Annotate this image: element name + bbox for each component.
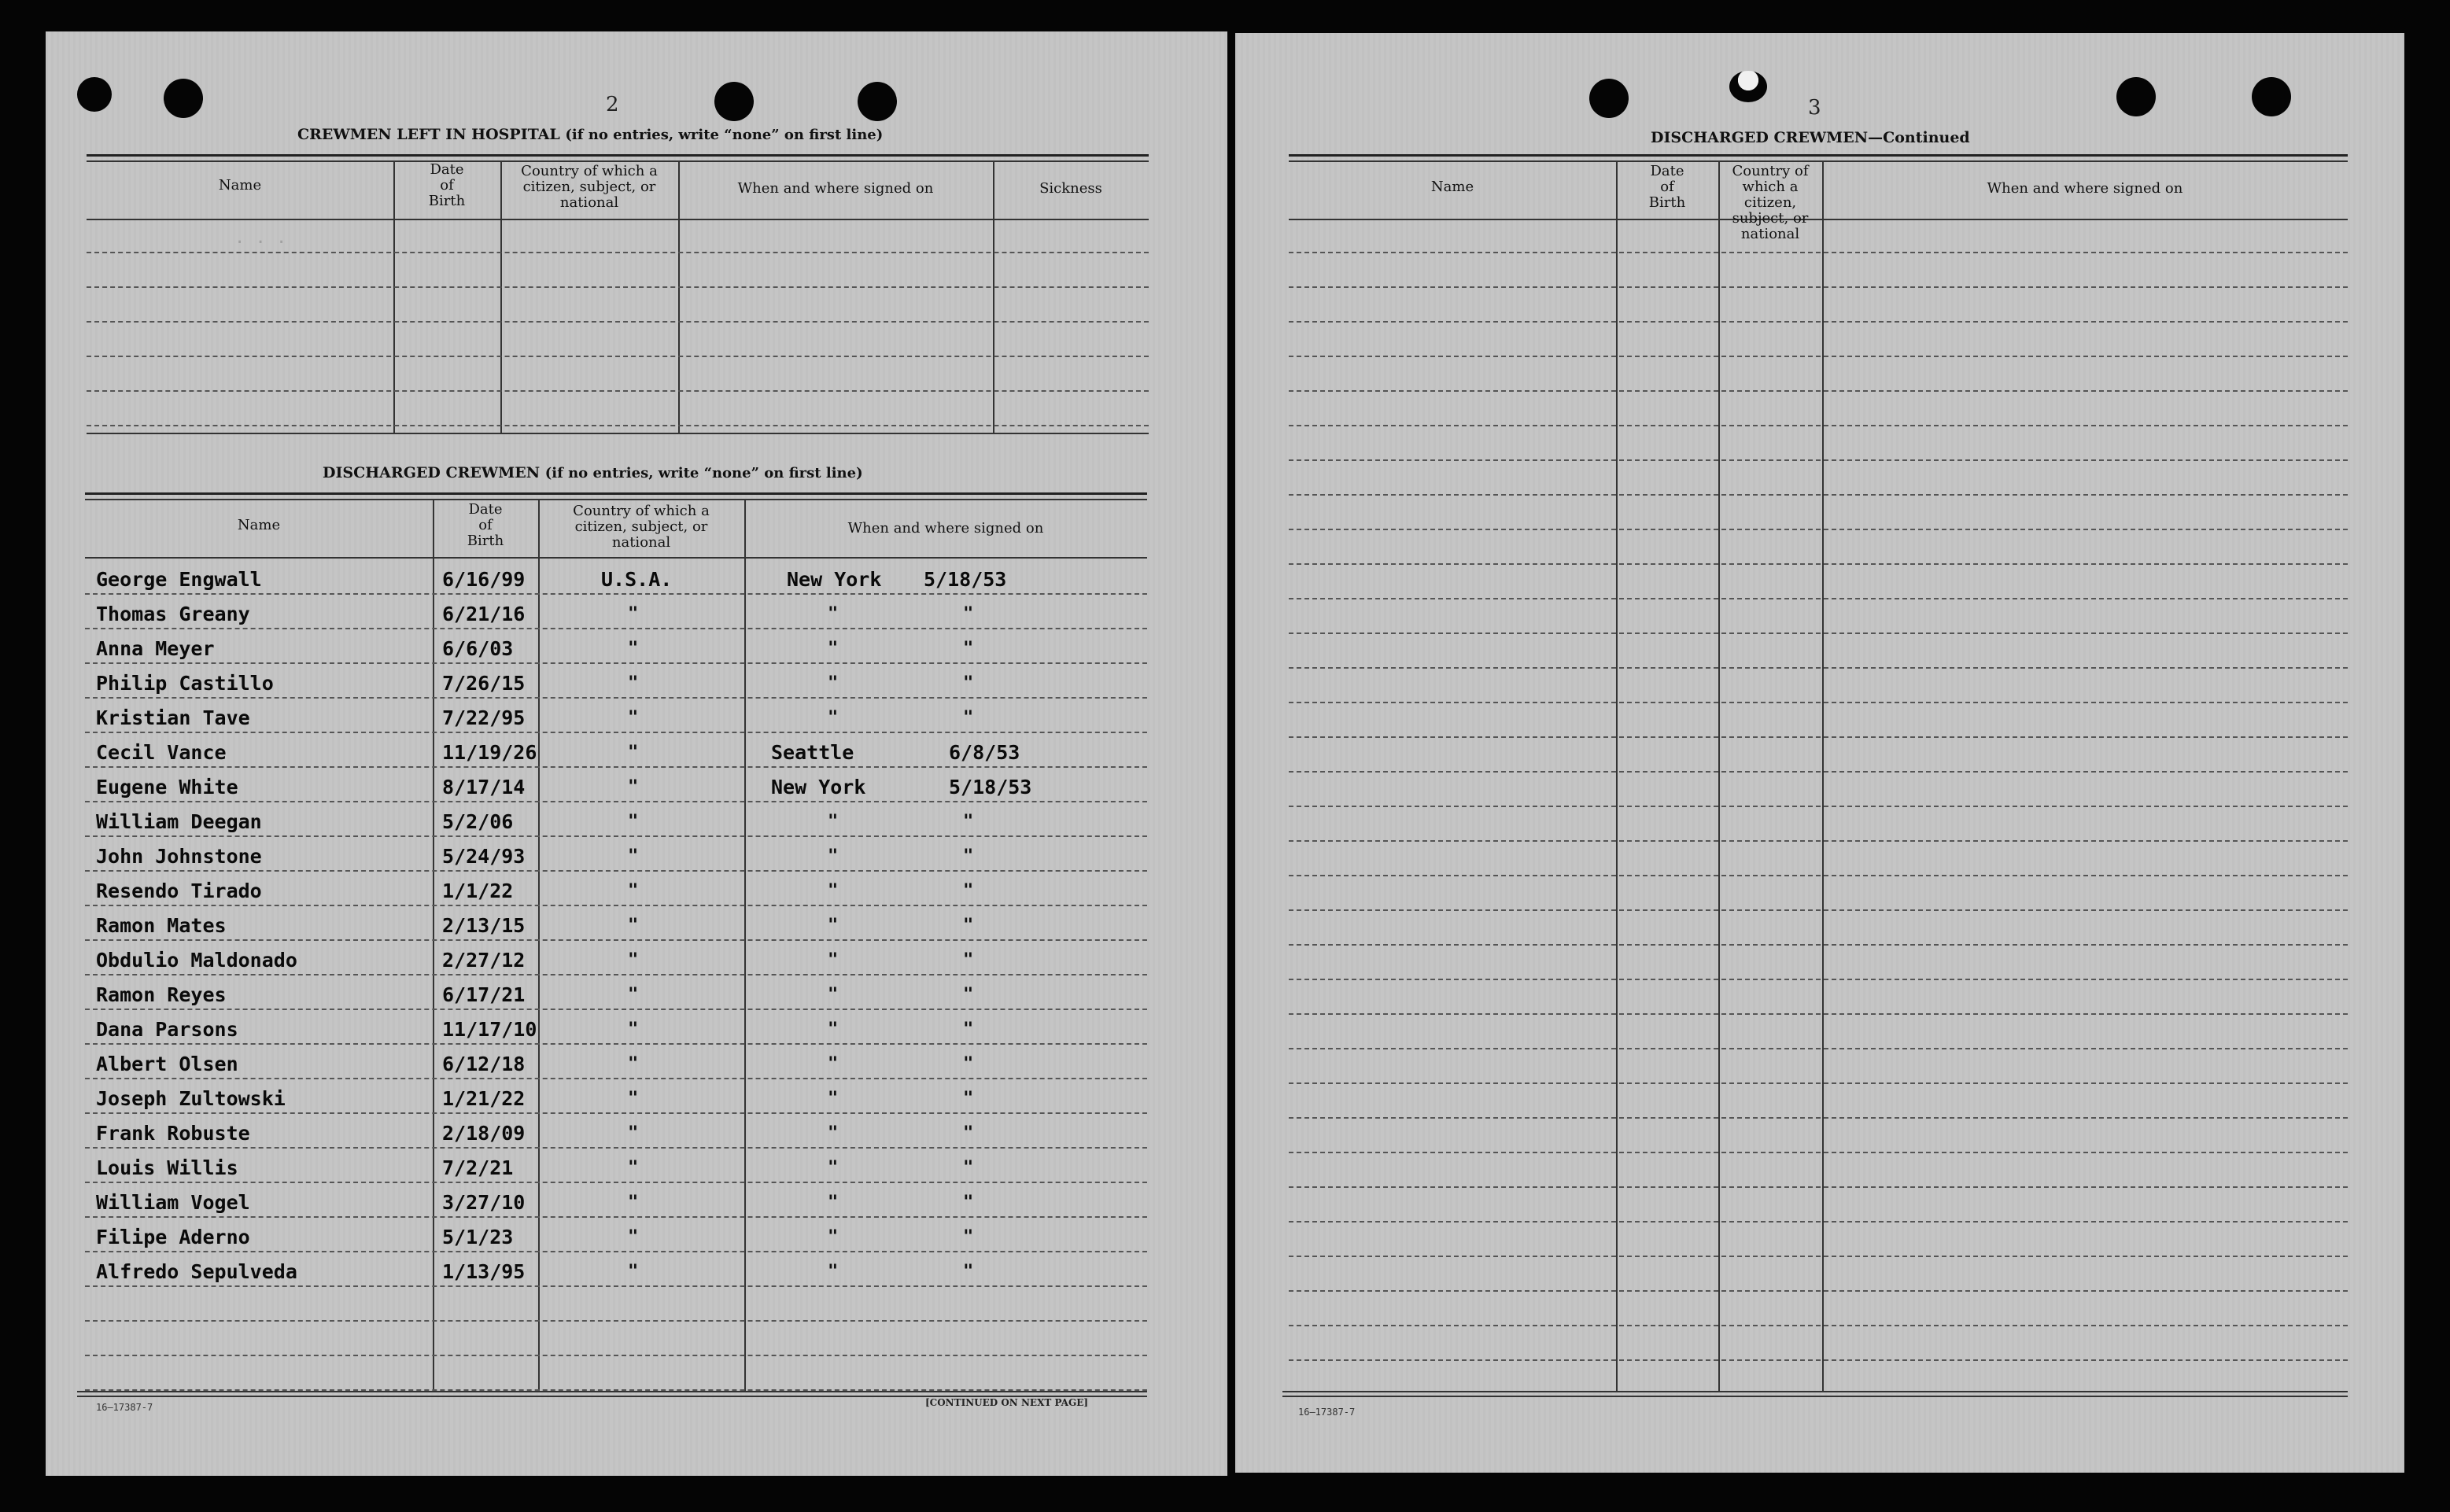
crew-dob: 7/2/21 (442, 1156, 514, 1179)
ditto-mark: " (963, 1158, 974, 1178)
ruled-line (1289, 356, 2348, 357)
column-divider (1822, 160, 1824, 1391)
ditto-mark: " (963, 916, 974, 935)
ruled-line (85, 1182, 1147, 1183)
ruled-line (1289, 1048, 2348, 1049)
ruled-line (85, 593, 1147, 595)
punch-hole (1729, 71, 1767, 102)
column-divider (678, 160, 680, 433)
punch-hole (714, 82, 754, 121)
ditto-mark: " (628, 1054, 639, 1074)
ruled-line (85, 905, 1147, 906)
crew-country: U.S.A. (601, 568, 673, 591)
ruled-line (1289, 1359, 2348, 1361)
crew-dob: 11/19/26 (442, 741, 537, 764)
column-header: Date of Birth (428, 161, 466, 209)
punch-hole (1589, 79, 1629, 118)
ditto-mark: " (828, 708, 839, 728)
ruled-line (85, 974, 1147, 975)
crew-dob: 11/17/10 (442, 1018, 537, 1041)
signed-on-place: New York (771, 776, 866, 798)
ditto-mark: " (628, 1020, 639, 1039)
crew-name: Alfredo Sepulveda (96, 1260, 297, 1283)
ruled-line (87, 390, 1149, 392)
ruled-line (85, 1009, 1147, 1010)
punch-hole (2252, 77, 2291, 116)
crew-name: William Vogel (96, 1191, 250, 1214)
right-page (1235, 33, 2404, 1473)
ruled-line (1289, 632, 2348, 634)
table-bottom-rule (77, 1391, 1147, 1392)
ruled-line (85, 1355, 1147, 1356)
ruled-line (1289, 806, 2348, 807)
column-divider (1616, 160, 1618, 1391)
ditto-mark: " (828, 985, 839, 1005)
crew-dob: 2/13/15 (442, 914, 526, 937)
ditto-mark: " (963, 673, 974, 693)
column-header: Sickness (1039, 180, 1102, 197)
crew-name: George Engwall (96, 568, 262, 591)
ditto-mark: " (828, 950, 839, 970)
form-number: 16—17387-7 (1298, 1407, 1356, 1418)
crew-name: Cecil Vance (96, 741, 227, 764)
ditto-mark: " (963, 604, 974, 624)
ditto-mark: " (963, 1262, 974, 1282)
ditto-mark: " (628, 846, 639, 866)
ditto-mark: " (828, 604, 839, 624)
ditto-mark: " (628, 1158, 639, 1178)
discharged-title: DISCHARGED CREWMEN (323, 464, 541, 481)
column-header: When and where signed on (737, 180, 934, 197)
ruled-line (1289, 736, 2348, 738)
crew-dob: 6/17/21 (442, 983, 526, 1006)
crew-name: Albert Olsen (96, 1053, 238, 1075)
ruled-line (87, 425, 1149, 426)
ruled-line (1289, 1186, 2348, 1188)
crew-dob: 1/1/22 (442, 880, 514, 902)
ditto-mark: " (628, 881, 639, 901)
ruled-line (1289, 459, 2348, 461)
ditto-mark: " (963, 881, 974, 901)
ruled-line (85, 801, 1147, 802)
punch-hole (164, 79, 203, 118)
form-number: 16—17387-7 (96, 1402, 153, 1413)
ruled-line (87, 321, 1149, 323)
ruled-line (1289, 944, 2348, 946)
ditto-mark: " (628, 1227, 639, 1247)
crew-name: William Deegan (96, 810, 262, 833)
ruled-line (85, 835, 1147, 837)
ruled-line (1289, 1082, 2348, 1084)
table-top-rule (1289, 154, 2348, 157)
crew-name: Dana Parsons (96, 1018, 238, 1041)
ruled-line (1289, 286, 2348, 288)
ruled-line (1289, 425, 2348, 426)
ditto-mark: " (828, 1193, 839, 1212)
ruled-line (85, 697, 1147, 699)
ditto-mark: " (828, 1123, 839, 1143)
table-top-rule (85, 492, 1147, 495)
column-divider (1718, 160, 1720, 1391)
ditto-mark: " (828, 1089, 839, 1108)
ruled-line (1289, 1221, 2348, 1223)
signed-on-place: New York (787, 568, 882, 591)
ditto-mark: " (963, 985, 974, 1005)
crew-dob: 3/27/10 (442, 1191, 526, 1214)
crew-name: Ramon Reyes (96, 983, 227, 1006)
ditto-mark: " (828, 1158, 839, 1178)
column-header: When and where signed on (1987, 180, 2183, 197)
signed-on-date: 6/8/53 (949, 741, 1020, 764)
crew-dob: 6/12/18 (442, 1053, 526, 1075)
ruled-line (1289, 252, 2348, 253)
crew-name: Ramon Mates (96, 914, 227, 937)
ruled-line (1289, 563, 2348, 565)
continued-note: [CONTINUED ON NEXT PAGE] (925, 1397, 1089, 1408)
ruled-line (1289, 1117, 2348, 1119)
table-bottom-rule (1282, 1391, 2348, 1392)
ruled-line (1289, 1013, 2348, 1015)
ditto-mark: " (828, 1054, 839, 1074)
ditto-mark: " (963, 950, 974, 970)
column-header: Country of which a citizen, subject, or national (1732, 163, 1809, 242)
column-header: Name (1430, 179, 1474, 195)
crew-name: Filipe Aderno (96, 1226, 250, 1248)
ruled-line (1289, 667, 2348, 669)
ditto-mark: " (963, 1020, 974, 1039)
ditto-mark: " (828, 1262, 839, 1282)
table-top-rule (87, 160, 1149, 162)
ditto-mark: " (628, 743, 639, 762)
ruled-line (85, 1043, 1147, 1045)
crew-dob: 1/21/22 (442, 1087, 526, 1110)
hospital-title: CREWMEN LEFT IN HOSPITAL (297, 126, 560, 143)
ditto-mark: " (828, 846, 839, 866)
ditto-mark: " (963, 639, 974, 658)
ditto-mark: " (628, 916, 639, 935)
ditto-mark: " (963, 1054, 974, 1074)
crew-name: Joseph Zultowski (96, 1087, 286, 1110)
crew-dob: 6/16/99 (442, 568, 526, 591)
crew-name: Resendo Tirado (96, 880, 262, 902)
crew-dob: 5/2/06 (442, 810, 514, 833)
crew-name: John Johnstone (96, 845, 262, 868)
ruled-line (1289, 702, 2348, 703)
ruled-line (85, 939, 1147, 941)
punch-hole (858, 82, 897, 121)
discharged-section-title (323, 464, 863, 481)
ditto-mark: " (628, 812, 639, 832)
left-page (46, 31, 1227, 1476)
hospital-section-title (297, 126, 883, 143)
ruled-line (85, 1216, 1147, 1218)
ruled-line (1289, 529, 2348, 530)
signed-on-place: Seattle (771, 741, 854, 764)
ditto-mark: " (828, 916, 839, 935)
ruled-line (1289, 1290, 2348, 1292)
column-header: Name (218, 177, 262, 194)
ditto-mark: " (963, 1123, 974, 1143)
column-header: Country of which a citizen, subject, or national (573, 503, 710, 551)
ditto-mark: " (628, 708, 639, 728)
ditto-mark: " (628, 604, 639, 624)
ruled-line (87, 252, 1149, 253)
table-top-rule (85, 499, 1147, 500)
column-divider (744, 499, 746, 1391)
crew-name: Kristian Tave (96, 706, 250, 729)
column-header: When and where signed on (847, 520, 1044, 537)
signed-on-date: 5/18/53 (924, 568, 1007, 591)
page-number: 2 (606, 93, 619, 116)
crew-dob: 2/18/09 (442, 1122, 526, 1145)
column-divider (993, 160, 994, 433)
crew-dob: 7/26/15 (442, 672, 526, 695)
discharged-note: (if no entries, write “none” on first line) (544, 465, 863, 481)
ruled-line (85, 870, 1147, 872)
ruled-line (1289, 771, 2348, 773)
ruled-line (1289, 909, 2348, 911)
ditto-mark: " (628, 673, 639, 693)
ruled-line (85, 1112, 1147, 1114)
ruled-line (1289, 598, 2348, 599)
ruled-line (87, 356, 1149, 357)
ruled-line (85, 1285, 1147, 1287)
ditto-mark: " (628, 1193, 639, 1212)
ruled-line (1289, 1325, 2348, 1326)
crew-name: Frank Robuste (96, 1122, 250, 1145)
crew-name: Eugene White (96, 776, 238, 798)
crew-name: Louis Willis (96, 1156, 238, 1179)
column-divider (433, 499, 434, 1391)
ruled-line (1289, 1152, 2348, 1153)
ruled-line (1289, 840, 2348, 842)
header-bottom-rule (87, 219, 1149, 220)
ruled-line (1289, 494, 2348, 496)
ditto-mark: " (963, 1089, 974, 1108)
ruled-line (1289, 1256, 2348, 1257)
ditto-mark: " (963, 708, 974, 728)
column-header: Date of Birth (1648, 163, 1686, 211)
ruled-line (85, 1147, 1147, 1149)
ditto-mark: " (828, 673, 839, 693)
ditto-mark: " (963, 1193, 974, 1212)
ditto-mark: " (628, 1089, 639, 1108)
ruled-line (85, 662, 1147, 664)
signed-on-date: 5/18/53 (949, 776, 1032, 798)
crew-dob: 6/21/16 (442, 603, 526, 625)
ruled-line (1289, 979, 2348, 980)
right-section-title: DISCHARGED CREWMEN—Continued (1651, 129, 1970, 146)
table-bottom-rule (87, 433, 1149, 434)
ditto-mark: " (628, 1262, 639, 1282)
bleed-through-text: . . . (234, 228, 287, 248)
ditto-mark: " (628, 639, 639, 658)
ruled-line (1289, 321, 2348, 323)
ruled-line (85, 1320, 1147, 1322)
crew-name: Thomas Greany (96, 603, 250, 625)
punch-hole (77, 77, 112, 112)
ditto-mark: " (828, 812, 839, 832)
ditto-mark: " (963, 812, 974, 832)
ditto-mark: " (828, 639, 839, 658)
ditto-mark: " (828, 881, 839, 901)
ruled-line (1289, 390, 2348, 392)
table-bottom-rule (1282, 1396, 2348, 1397)
ditto-mark: " (628, 1123, 639, 1143)
ruled-line (1289, 875, 2348, 876)
crew-dob: 5/1/23 (442, 1226, 514, 1248)
table-top-rule (87, 154, 1149, 157)
hospital-note: (if no entries, write “none” on first line) (565, 127, 884, 143)
ditto-mark: " (628, 777, 639, 797)
crew-dob: 8/17/14 (442, 776, 526, 798)
ditto-mark: " (963, 846, 974, 866)
crew-name: Anna Meyer (96, 637, 215, 660)
crew-name: Philip Castillo (96, 672, 274, 695)
crew-dob: 5/24/93 (442, 845, 526, 868)
ditto-mark: " (963, 1227, 974, 1247)
table-top-rule (1289, 160, 2348, 162)
page-number: 3 (1808, 96, 1821, 120)
ruled-line (85, 732, 1147, 733)
crew-dob: 7/22/95 (442, 706, 526, 729)
ditto-mark: " (828, 1227, 839, 1247)
column-header: Country of which a citizen, subject, or national (521, 163, 658, 211)
column-divider (538, 499, 540, 1391)
ditto-mark: " (628, 950, 639, 970)
ditto-mark: " (828, 1020, 839, 1039)
ruled-line (85, 1078, 1147, 1079)
crew-dob: 6/6/03 (442, 637, 514, 660)
column-header: Name (237, 517, 281, 533)
ruled-line (87, 286, 1149, 288)
crew-dob: 1/13/95 (442, 1260, 526, 1283)
column-header: Date of Birth (467, 501, 504, 549)
ditto-mark: " (628, 985, 639, 1005)
header-bottom-rule (85, 557, 1147, 559)
crew-name: Obdulio Maldonado (96, 949, 297, 972)
punch-hole (2116, 77, 2156, 116)
ruled-line (85, 766, 1147, 768)
crew-dob: 2/27/12 (442, 949, 526, 972)
ruled-line (85, 628, 1147, 629)
ruled-line (85, 1251, 1147, 1252)
